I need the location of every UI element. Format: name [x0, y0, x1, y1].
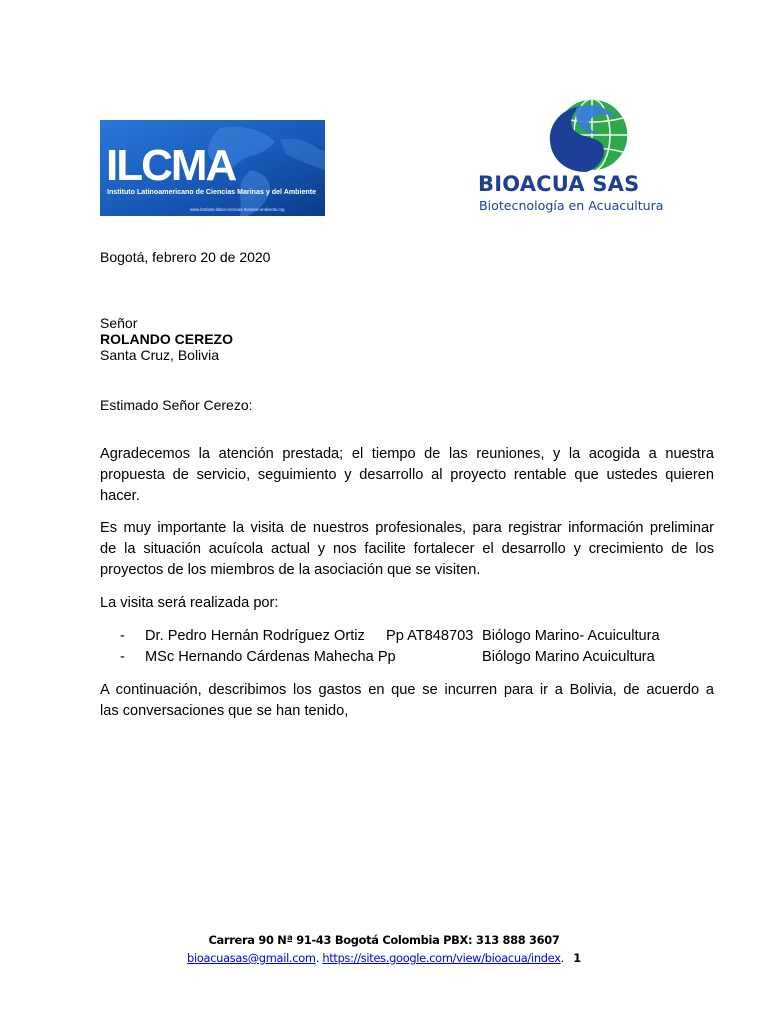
- paragraph-1-line: hacer.: [100, 488, 140, 504]
- bioacua-logo: [478, 98, 708, 218]
- bioacua-name: BIOACUA SAS: [478, 172, 640, 196]
- visitor-role: Biólogo Marino- Acuicultura: [482, 628, 660, 644]
- visitor-passport: Pp AT848703: [386, 628, 474, 644]
- recipient-title: Señor: [100, 315, 138, 331]
- ilcma-banner-graphic: [100, 120, 325, 216]
- paragraph-3-line: las conversaciones que se han tenido,: [100, 703, 349, 719]
- footer-end: .: [560, 951, 564, 965]
- recipient-location: Santa Cruz, Bolivia: [100, 347, 220, 363]
- ilcma-logo: [100, 120, 325, 216]
- recipient-name: ROLANDO CEREZO: [100, 331, 233, 347]
- paragraph-1-line: Agradecemos la atención prestada; el tiempo de las reuniones, y la acogida a nuestra: [100, 446, 714, 462]
- page-number: 1: [573, 951, 581, 965]
- paragraph-3-line: A continuación, describimos los gastos en que se incurren para ir a Bolivia, de acuerdo a: [100, 682, 714, 698]
- list-item: [100, 626, 720, 647]
- paragraph-2-line: proyectos de los miembros de la asociación que se visiten.: [100, 562, 481, 578]
- list-dash: -: [120, 649, 125, 665]
- ilcma-subtitle: Instituto Latinoamericano de Ciencias Marinas y del Ambiente: [107, 188, 317, 196]
- ilcma-title: ILCMA: [106, 141, 236, 190]
- paragraph-3: [100, 680, 714, 722]
- list-dash: -: [120, 628, 125, 644]
- visitor-name: MSc Hernando Cárdenas Mahecha Pp: [145, 649, 396, 665]
- visitor-role: Biólogo Marino Acuicultura: [482, 649, 655, 665]
- bioacua-globe-icon: [546, 98, 634, 174]
- paragraph-1: [100, 444, 714, 507]
- visitors-list: [100, 626, 720, 668]
- paragraph-2: [100, 518, 714, 581]
- paragraph-2-line: Es muy importante la visita de nuestros profesionales, para registrar información preliminar: [100, 520, 714, 536]
- list-item: [100, 647, 720, 668]
- ilcma-url: www.instituto-latino-ciencias-marinas-ambiente.org: [190, 207, 285, 212]
- visit-intro-text: La visita será realizada por:: [100, 595, 279, 611]
- letter-date: Bogotá, febrero 20 de 2020: [100, 249, 271, 265]
- page-footer: [0, 931, 768, 967]
- visit-intro: [100, 593, 714, 614]
- footer-email-link[interactable]: bioacuasas@gmail.com: [187, 951, 316, 965]
- footer-contact-line: [0, 949, 768, 967]
- visitor-name: Dr. Pedro Hernán Rodríguez Ortiz: [145, 628, 365, 644]
- greeting: Estimado Señor Cerezo:: [100, 397, 253, 413]
- footer-website-link[interactable]: https://sites.google.com/view/bioacua/index: [322, 951, 561, 965]
- paragraph-2-line: de la situación acuícola actual y nos facilite fortalecer el desarrollo y crecimiento de los: [100, 541, 714, 557]
- paragraph-1-line: propuesta de servicio, seguimiento y desarrollo al proyecto rentable que ustedes quieren: [100, 467, 714, 483]
- bioacua-tagline: Biotecnología en Acuacultura: [479, 198, 664, 213]
- footer-address: Carrera 90 Nª 91-43 Bogotá Colombia PBX: 313 888 3607: [208, 933, 560, 947]
- footer-separator: .: [315, 951, 320, 965]
